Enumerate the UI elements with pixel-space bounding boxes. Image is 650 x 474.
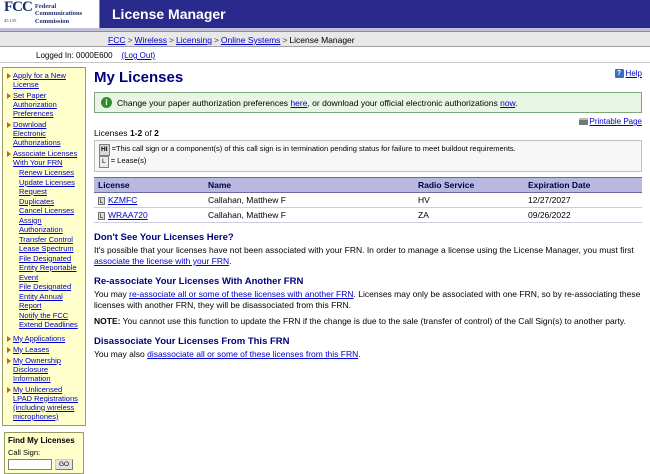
logout-link[interactable]: (Log Out) <box>121 51 156 60</box>
sidebar-item-my-unlicensed-lpad[interactable]: My Unlicensed LPAD Registrations (including wireless microphones) <box>5 384 83 422</box>
fcc-logo <box>0 0 100 28</box>
section-0-text-before: It's possible that your licenses have not been associated with your FRN. In order to manage a license using the License Manager, you must first <box>94 245 634 255</box>
lease-flag-icon: L <box>99 199 104 205</box>
legend-row-lease <box>99 156 637 168</box>
column-header-expiration-date[interactable]: Expiration Date <box>524 178 642 193</box>
printer-icon <box>579 118 588 125</box>
section-2-text-before: You may also <box>94 349 148 359</box>
license-count-total: 2 <box>154 128 159 138</box>
help-link[interactable] <box>615 69 642 78</box>
notice-text-middle: , or download your official electronic authorizations <box>307 97 498 108</box>
sidebar-subitem-assign-authorization[interactable]: Assign Authorization <box>19 215 63 234</box>
section-body-dont-see-licenses <box>94 245 642 267</box>
breadcrumb-separator: > <box>127 35 133 45</box>
license-count <box>94 128 642 138</box>
breadcrumb-current: License Manager <box>289 35 355 45</box>
lease-flag-icon: L <box>99 214 104 220</box>
call-sign-label: Call Sign: <box>8 447 41 457</box>
sidebar-subitem-cancel-licenses[interactable]: Cancel Licenses <box>19 206 75 215</box>
section-0-text-after: . <box>229 256 232 266</box>
disassociate-licenses-link[interactable]: disassociate all or some of these licenses from this FRN <box>147 349 359 359</box>
help-icon: ? <box>615 69 624 78</box>
licenses-table <box>94 177 642 223</box>
cell-name: Callahan, Matthew F <box>204 193 414 208</box>
breadcrumb-item-licensing[interactable]: Licensing <box>176 35 212 45</box>
section-title-disassociate: Disassociate Your Licenses From This FRN <box>94 336 290 347</box>
sidebar-item-my-leases[interactable]: My Leases <box>5 344 83 355</box>
license-link[interactable]: WRAA720 <box>108 210 148 220</box>
printable-page-label[interactable]: Printable Page <box>589 117 642 126</box>
cell-license <box>94 208 204 223</box>
reassociate-licenses-link[interactable]: re-associate all or some of these licenses with another FRN <box>129 289 354 299</box>
table-row <box>94 208 642 223</box>
fcc-logo-text: FCC <box>4 0 32 15</box>
section-title-reassociate: Re-associate Your Licenses With Another FRN <box>94 276 304 287</box>
app-header <box>0 0 650 28</box>
agency-line-2: Communications <box>34 10 83 18</box>
license-count-label: Licenses <box>94 128 128 138</box>
fcc-logo-mark <box>4 1 32 27</box>
sidebar-subitem-notify-the-fcc[interactable]: Notify the FCC <box>19 310 69 320</box>
sidebar <box>0 63 88 474</box>
notice-link-now[interactable]: now <box>500 97 516 108</box>
table-row <box>94 193 642 208</box>
cell-radio-service: HV <box>414 193 524 208</box>
paper-auth-notice <box>94 92 642 113</box>
cell-license <box>94 193 204 208</box>
printable-page-link[interactable] <box>94 117 642 126</box>
section-note-reassociate <box>94 316 642 327</box>
section-body-reassociate <box>94 289 642 311</box>
legend-lease-text: = Lease(s) <box>110 156 147 165</box>
sidebar-subitem-renew-licenses[interactable]: Renew Licenses <box>19 168 75 177</box>
notice-text-before: Change your paper authorization preferences <box>117 97 289 108</box>
cell-name: Callahan, Matthew F <box>204 208 414 223</box>
breadcrumb-item-online-systems[interactable]: Online Systems <box>220 35 281 45</box>
agency-line-1: Federal <box>34 2 57 10</box>
breadcrumb-separator: > <box>282 35 288 45</box>
sidebar-subitem-de-reportable-event[interactable]: File Designated Entity Reportable Event <box>19 253 77 282</box>
section-body-disassociate <box>94 349 642 360</box>
section-1-text-after: . Licenses may only be associated with one FRN, so by re-associating these licenses with another FRN, they will be disassociated from this FRN. <box>94 289 641 310</box>
sidebar-primary-block <box>2 67 86 426</box>
breadcrumb-item-fcc[interactable]: FCC <box>108 35 126 45</box>
breadcrumb-separator: > <box>169 35 175 45</box>
sidebar-subitem-update-licenses[interactable]: Update Licenses <box>19 177 75 187</box>
notice-text <box>117 98 518 108</box>
legend-hi-text: =This call sign or a component(s) of this call sign is in termination pending status for failure to meet buildout requirements. <box>111 144 516 153</box>
find-my-licenses-title: Find My Licenses <box>8 435 75 445</box>
legend-lease-flag: L <box>99 156 109 168</box>
note-label: NOTE: <box>94 316 121 326</box>
license-link[interactable]: KZMFC <box>108 195 138 205</box>
notice-text-after: . <box>515 97 518 108</box>
sidebar-item-paper-auth-preferences[interactable]: Set Paper Authorization Preferences <box>5 90 83 119</box>
sidebar-subitem-de-annual-report[interactable]: File Designated Entity Annual Report <box>19 282 72 310</box>
page-title: My Licenses <box>94 69 184 86</box>
logged-in-label: Logged In: <box>36 51 74 60</box>
logged-in-value: 0000E600 <box>76 51 113 60</box>
legend-hi-flag: HI <box>99 144 110 156</box>
fcc-agency-name <box>35 3 82 26</box>
breadcrumb-item-wireless[interactable]: Wireless <box>134 35 168 45</box>
sidebar-subitem-transfer-control[interactable]: Transfer Control <box>19 234 73 244</box>
cell-expiration: 09/26/2022 <box>524 208 642 223</box>
sidebar-item-download-electronic-authorizations[interactable]: Download Electronic Authorizations <box>5 119 83 148</box>
sidebar-item-associate-licenses[interactable]: Associate Licenses With Your FRN <box>5 148 83 168</box>
section-1-text-before: You may <box>94 289 130 299</box>
sidebar-item-my-ownership-disclosure[interactable]: My Ownership Disclosure Information <box>5 355 83 384</box>
legend-row-hi <box>99 144 637 156</box>
sidebar-item-apply-new-license[interactable]: Apply for a New License <box>5 70 83 90</box>
sidebar-subitem-extend-deadlines[interactable]: Extend Deadlines <box>19 320 78 329</box>
table-legend <box>94 140 642 172</box>
session-bar <box>0 47 650 63</box>
associate-license-link[interactable]: associate the license with your FRN <box>94 256 230 266</box>
help-label[interactable]: Help <box>625 69 642 78</box>
section-2-text-after: . <box>358 349 361 359</box>
breadcrumb <box>0 32 650 47</box>
info-icon: i <box>101 97 112 108</box>
sidebar-subitem-lease-spectrum[interactable]: Lease Spectrum <box>19 244 74 253</box>
section-title-dont-see-licenses: Don't See Your Licenses Here? <box>94 232 234 243</box>
license-count-of: of <box>144 128 152 138</box>
sidebar-subitem-request-duplicates[interactable]: Request Duplicates <box>19 187 55 206</box>
app-title: License Manager <box>100 0 650 28</box>
sidebar-item-my-applications[interactable]: My Applications <box>5 333 83 344</box>
column-header-license[interactable]: License <box>94 178 204 193</box>
agency-line-3: Commission <box>34 17 70 25</box>
cell-expiration: 12/27/2027 <box>524 193 642 208</box>
column-header-radio-service[interactable]: Radio Service <box>414 178 524 193</box>
breadcrumb-separator: > <box>213 35 219 45</box>
main-content <box>88 63 650 360</box>
cell-radio-service: ZA <box>414 208 524 223</box>
find-my-licenses-panel <box>4 432 84 474</box>
note-text: You cannot use this function to update the FRN if the change is due to the sale (transfer of control) of the Call Sign(s) to another party. <box>120 316 626 326</box>
find-go-button[interactable]: GO <box>55 459 73 470</box>
notice-link-here[interactable]: here <box>290 97 308 108</box>
license-count-range: 1-2 <box>129 128 143 138</box>
column-header-name[interactable]: Name <box>204 178 414 193</box>
fcc-logo-sub: 45.135 <box>4 18 17 23</box>
sidebar-sublinks <box>5 168 83 330</box>
table-header-row <box>94 178 642 193</box>
call-sign-input[interactable] <box>8 459 52 470</box>
